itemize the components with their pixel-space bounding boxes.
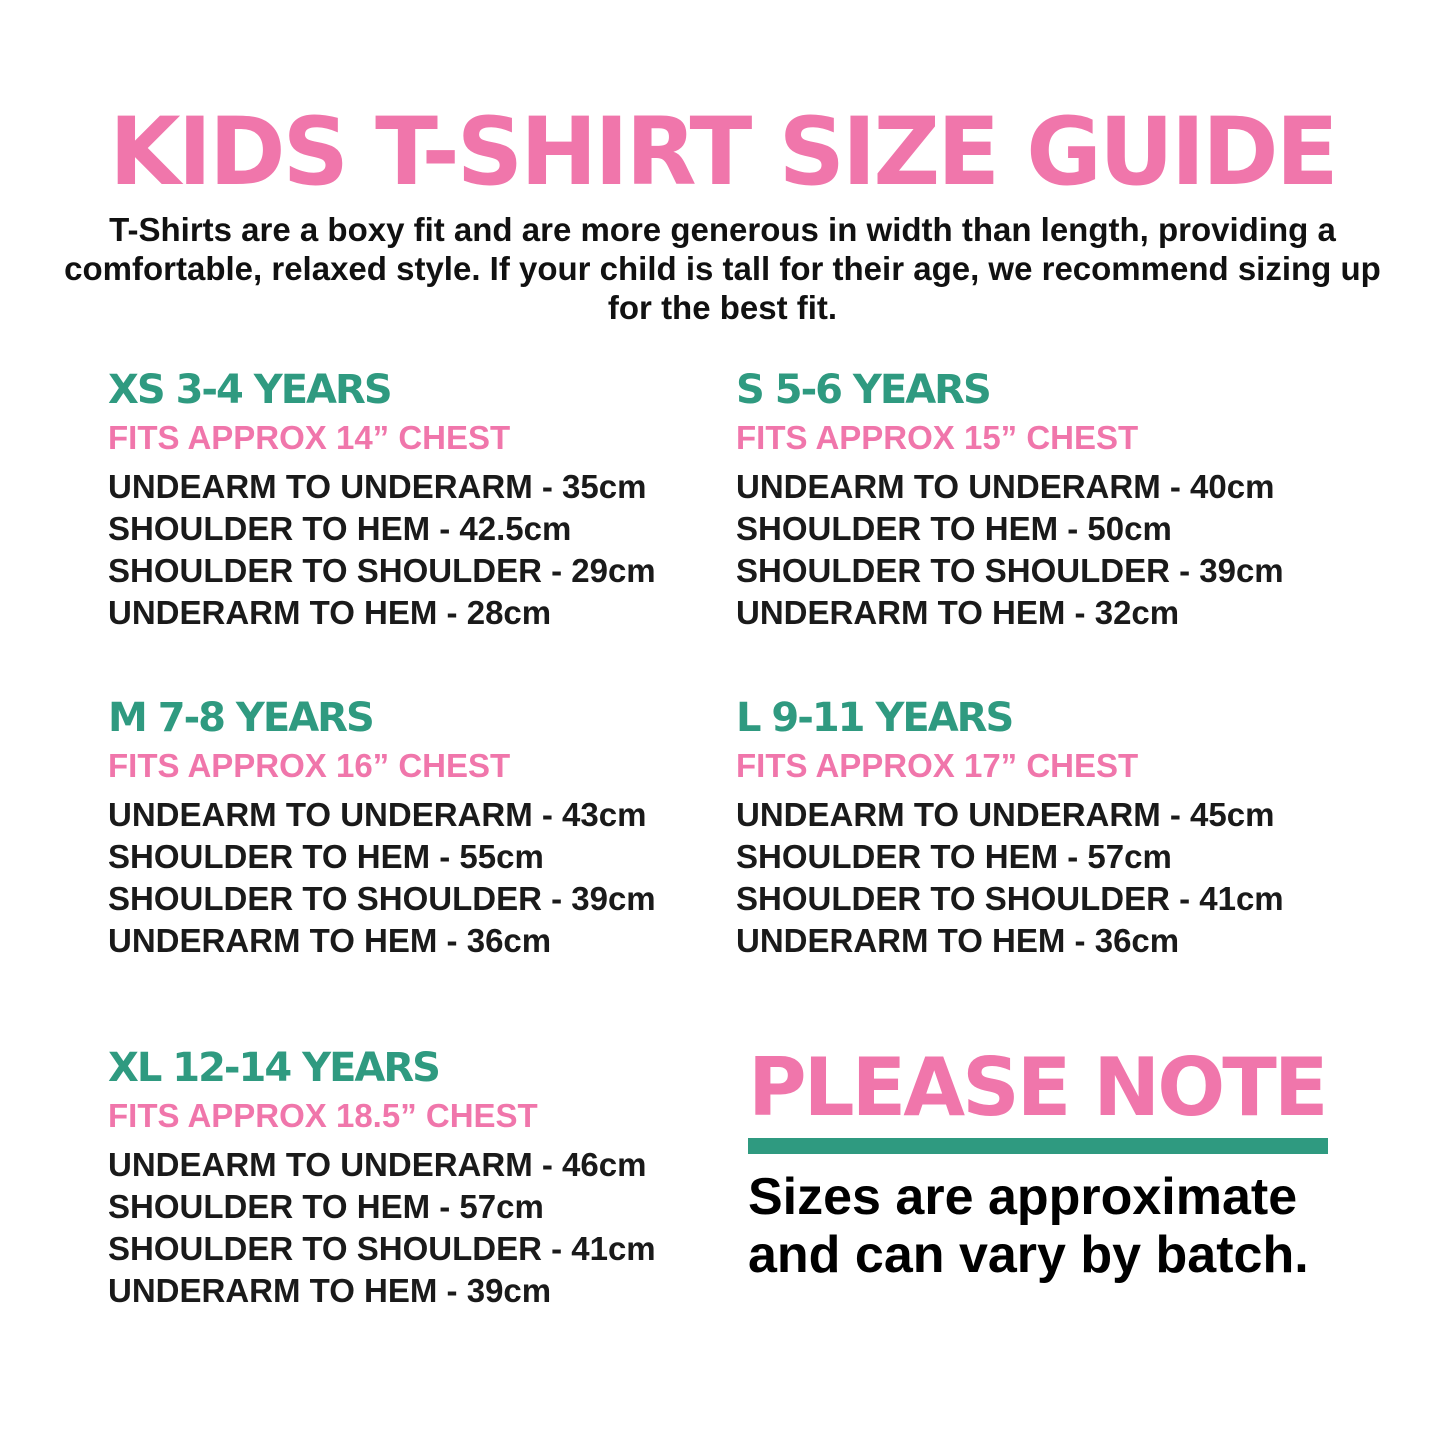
size-heading: XL 12-14 YEARS	[108, 1045, 439, 1091]
measurement-item: SHOULDER TO SHOULDER - 41cm	[736, 880, 1284, 917]
size-heading: M 7-8 YEARS	[108, 695, 373, 741]
measurement-item: UNDERARM TO HEM - 32cm	[736, 594, 1180, 631]
size-card-l	[736, 694, 1376, 962]
page-title: KIDS T-SHIRT SIZE GUIDE	[109, 98, 1336, 207]
measurement-item: SHOULDER TO SHOULDER - 39cm	[108, 880, 656, 917]
please-note-panel	[748, 1040, 1348, 1284]
size-heading: S 5-6 YEARS	[736, 367, 990, 413]
measurement-item: SHOULDER TO SHOULDER - 39cm	[736, 552, 1284, 589]
size-fit: FITS APPROX 15” CHEST	[736, 419, 1139, 456]
measurement-list	[736, 794, 1376, 962]
measurement-item: UNDEARM TO UNDERARM - 40cm	[736, 468, 1275, 505]
measurement-item: UNDEARM TO UNDERARM - 46cm	[108, 1146, 647, 1183]
measurement-item: UNDEARM TO UNDERARM - 43cm	[108, 796, 647, 833]
measurement-item: SHOULDER TO HEM - 57cm	[736, 838, 1172, 875]
measurement-item: UNDEARM TO UNDERARM - 35cm	[108, 468, 647, 505]
size-fit: FITS APPROX 17” CHEST	[736, 747, 1139, 784]
size-card-xl	[108, 1044, 748, 1312]
measurement-item: UNDERARM TO HEM - 36cm	[736, 922, 1180, 959]
measurement-item: SHOULDER TO HEM - 50cm	[736, 510, 1172, 547]
intro-text: T-Shirts are a boxy fit and are more generous in width than length, providing a comfortable, relaxed style. If your child is tall for their age, we recommend sizing up for the best fit.	[64, 211, 1381, 326]
measurement-item: UNDEARM TO UNDERARM - 45cm	[736, 796, 1275, 833]
measurement-item: UNDERARM TO HEM - 39cm	[108, 1272, 552, 1309]
note-title: PLEASE NOTE	[748, 1041, 1326, 1134]
size-card-s	[736, 366, 1376, 634]
measurement-item: SHOULDER TO HEM - 42.5cm	[108, 510, 572, 547]
divider	[748, 1138, 1328, 1154]
size-heading: XS 3-4 YEARS	[108, 367, 391, 413]
note-text	[748, 1168, 1348, 1284]
measurement-item: SHOULDER TO HEM - 57cm	[108, 1188, 544, 1225]
size-card-m	[108, 694, 748, 962]
measurement-list	[108, 1144, 748, 1312]
measurement-list	[108, 466, 748, 634]
measurement-item: UNDERARM TO HEM - 28cm	[108, 594, 552, 631]
size-fit: FITS APPROX 18.5” CHEST	[108, 1097, 538, 1134]
size-card-xs	[108, 366, 748, 634]
measurement-item: UNDERARM TO HEM - 36cm	[108, 922, 552, 959]
measurement-list	[108, 794, 748, 962]
note-text-line: Sizes are approximate	[748, 1168, 1298, 1226]
size-fit: FITS APPROX 14” CHEST	[108, 419, 511, 456]
measurement-list	[736, 466, 1376, 634]
measurement-item: SHOULDER TO SHOULDER - 29cm	[108, 552, 656, 589]
measurement-item: SHOULDER TO HEM - 55cm	[108, 838, 544, 875]
measurement-item: SHOULDER TO SHOULDER - 41cm	[108, 1230, 656, 1267]
note-text-line: and can vary by batch.	[748, 1226, 1309, 1284]
size-fit: FITS APPROX 16” CHEST	[108, 747, 511, 784]
size-heading: L 9-11 YEARS	[736, 695, 1013, 741]
